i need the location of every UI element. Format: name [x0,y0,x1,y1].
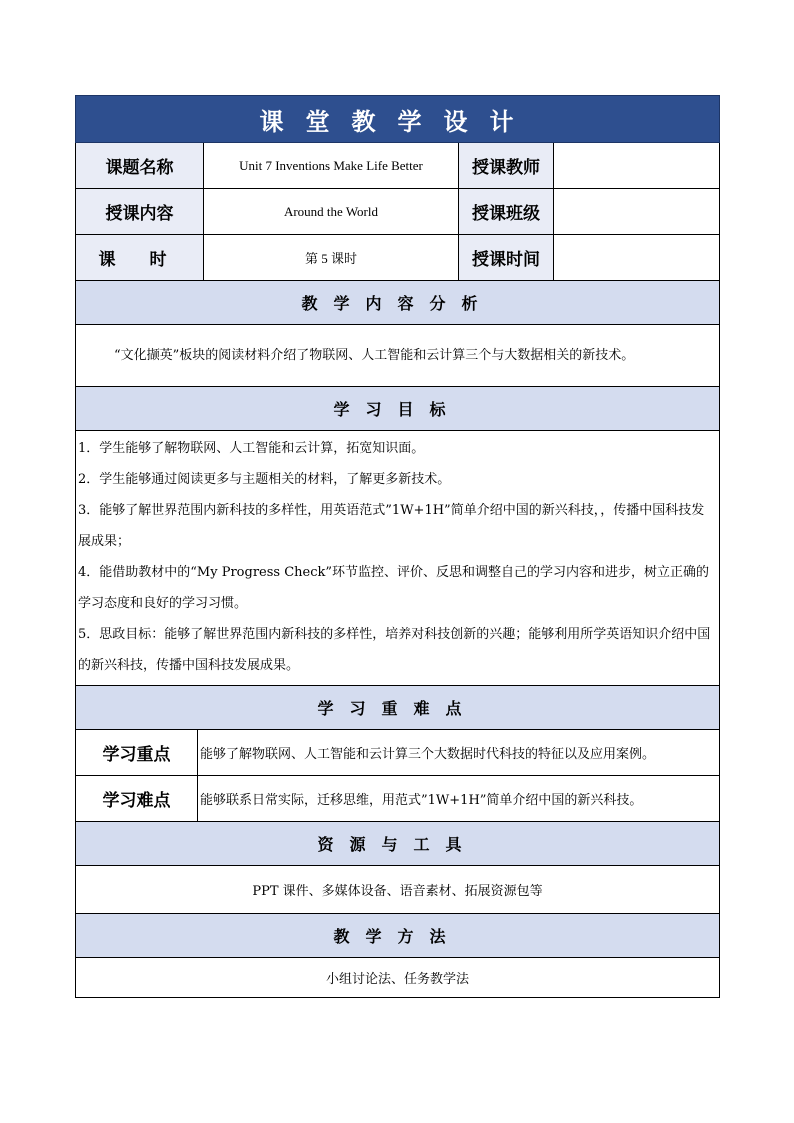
objectives-row [76,431,720,686]
content-label: 授课内容 [76,189,204,235]
resources-heading: 资源与工具 [76,822,720,866]
keypoints-section-header [76,686,720,730]
teacher-label: 授课教师 [459,143,554,189]
lesson-plan-table [75,95,720,998]
time-label: 授课时间 [459,235,554,281]
difficulty-row [76,776,720,822]
time-value [554,235,720,281]
focus-row [76,730,720,776]
objectives-heading: 学习目标 [76,387,720,431]
class-label: 授课班级 [459,189,554,235]
objectives-list [76,431,720,686]
methods-text: 小组讨论法、任务教学法 [76,958,720,998]
methods-heading: 教学方法 [76,914,720,958]
objective-item: 2．学生能够通过阅读更多与主题相关的材料，了解更多新技术。 [78,472,451,487]
topic-value: Unit 7 Inventions Make Life Better [204,143,459,189]
topic-label: 课题名称 [76,143,204,189]
objective-item: 5．思政目标：能够了解世界范围内新科技的多样性，培养对科技创新的兴趣；能够利用所学英语知识介绍中国的新兴科技，传播中国科技发展成果。 [78,627,711,673]
title-row [76,96,720,143]
objective-item: 3．能够了解世界范围内新科技的多样性，用英语范式”1W+1H”简单介绍中国的新兴科技，，传播中国科技发展成果； [78,503,705,549]
info-row-period [76,235,720,281]
analysis-section-header [76,281,720,325]
period-value: 第 5 课时 [204,235,459,281]
difficulty-text: 能够联系日常实际，迁移思维，用范式”1W+1H”简单介绍中国的新兴科技。 [198,776,720,822]
lesson-plan-document [75,95,719,998]
methods-section-header [76,914,720,958]
page-title: 课堂教学设计 [76,96,720,143]
info-row-content [76,189,720,235]
resources-text: PPT 课件、多媒体设备、语音素材、拓展资源包等 [76,866,720,914]
resources-row [76,866,720,914]
difficulty-label: 学习难点 [76,776,198,822]
content-value: Around the World [204,189,459,235]
analysis-row [76,325,720,387]
analysis-text: “文化撷英”板块的阅读材料介绍了物联网、人工智能和云计算三个与大数据相关的新技术。 [76,325,720,387]
focus-label: 学习重点 [76,730,198,776]
objective-item: 4．能借助教材中的“My Progress Check”环节监控、评价、反思和调整自己的学习内容和进步，树立正确的学习态度和良好的学习习惯。 [78,565,710,611]
keypoints-heading: 学习重难点 [76,686,720,730]
focus-text: 能够了解物联网、人工智能和云计算三个大数据时代科技的特征以及应用案例。 [198,730,720,776]
info-row-topic [76,143,720,189]
objectives-section-header [76,387,720,431]
methods-row [76,958,720,998]
teacher-value [554,143,720,189]
analysis-heading: 教学内容分析 [76,281,720,325]
objective-item: 1．学生能够了解物联网、人工智能和云计算，拓宽知识面。 [78,441,425,456]
class-value [554,189,720,235]
period-label: 课 时 [76,235,204,281]
resources-section-header [76,822,720,866]
